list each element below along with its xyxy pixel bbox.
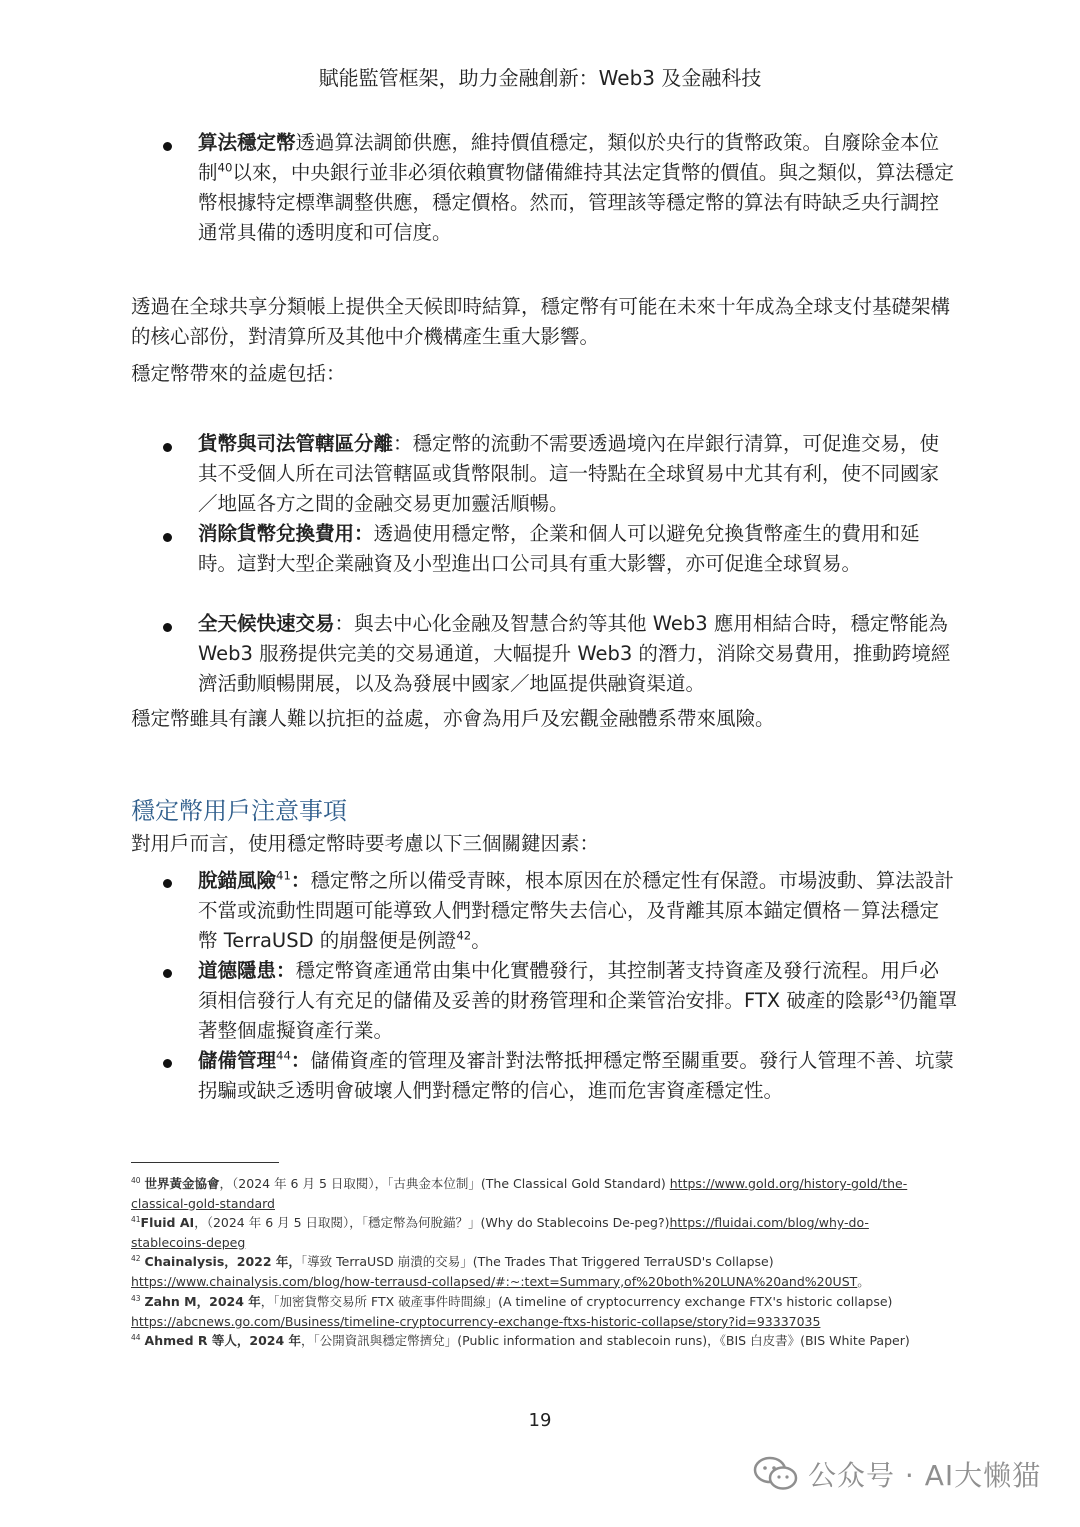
bullet-moral-hazard — [198, 956, 958, 1046]
footnote-41 — [131, 1213, 931, 1252]
bullet-dot — [163, 533, 172, 542]
footnote-number: 41 — [131, 1214, 141, 1224]
footnote-number: 43 — [131, 1293, 141, 1303]
bullet-term: 貨幣與司法管轄區分離 — [198, 432, 394, 455]
bullet-reserve-management — [198, 1046, 958, 1106]
footnote-text: ，（2024 年 6 月 5 日取閱），「古典金本位制」(The Classical Gold Standard) — [219, 1176, 670, 1191]
paragraph-risks: 穩定幣雖具有讓人難以抗拒的益處，亦會為用戶及宏觀金融體系帶來風險。 — [131, 707, 775, 730]
footnote-divider — [131, 1162, 279, 1163]
bullet-fast-transactions — [198, 609, 958, 699]
footnote-ref[interactable]: 43 — [883, 988, 899, 1003]
bullet-dot — [163, 879, 172, 888]
bullet-text: ：穩定幣的流動不需要透過境內在岸銀行清算，可促進交易，使其不受個人所在司法管轄區或貨幣限制。這一特點在全球貿易中尤其有利，使不同國家／地區各方之間的金融交易更加靈活順暢。 — [198, 432, 940, 515]
footnote-author: Fluid AI — [140, 1215, 195, 1230]
bullet-text: 透過使用穩定幣，企業和個人可以避免兌換貨幣產生的費用和延時。這對大型企業融資及小型進出口公司具有重大影響，亦可促進全球貿易。 — [198, 522, 920, 575]
footnote-44 — [131, 1331, 931, 1351]
footnote-text: ，（2024 年 6 月 5 日取閱），「穩定幣為何脫錨？」(Why do Stablecoins De-peg?) — [194, 1215, 670, 1230]
bullet-text: 儲備資產的管理及審計對法幣抵押穩定幣至關重要。發行人管理不善、坑蒙拐騙或缺乏透明會破壞人們對穩定幣的信心，進而危害資產穩定性。 — [198, 1049, 954, 1102]
page-header: 賦能監管框架，助力金融創新：Web3 及金融科技 — [318, 66, 762, 90]
bullet-term: 儲備管理 — [198, 1049, 277, 1072]
footnote-42 — [131, 1252, 931, 1291]
bullet-term: 算法穩定幣 — [198, 131, 296, 154]
footnote-text: ，「加密貨幣交易所 FTX 破產事件時間線」(A timeline of cryptocurrency exchange FTX's historic collapse) — [260, 1294, 893, 1309]
page-number: 19 — [528, 1410, 552, 1431]
footnote-ref[interactable]: 44 — [276, 1048, 291, 1063]
footnote-link[interactable]: https://www.chainalysis.com/blog/how-terrausd-collapsed/#:~:text=Summary,of%20both%20LUNA%20and%20UST — [131, 1273, 858, 1289]
paragraph-benefits-intro: 穩定幣帶來的益處包括： — [131, 362, 346, 385]
footnote-number: 44 — [131, 1332, 141, 1342]
bullet-currency-separation — [198, 429, 958, 519]
footnote-text: 「導致 TerraUSD 崩潰的交易」(The Trades That Triggered TerraUSD's Collapse) — [300, 1254, 774, 1269]
footnote-link[interactable]: https://www.gold.org/history-gold/the-classical-gold-standard — [131, 1176, 908, 1211]
bullet-dot — [163, 142, 172, 151]
footnote-link[interactable]: https://abcnews.go.com/Business/timeline-cryptocurrency-exchange-ftxs-historic-collapse/story?id=93337035 — [131, 1313, 821, 1329]
bullet-dot — [163, 1059, 172, 1068]
bullet-term: 脫錨風險 — [198, 869, 277, 892]
watermark-text: 公众号 · AI大懒猫 — [808, 1459, 1042, 1492]
footnote-link[interactable]: https://fluidai.com/blog/why-do-stablecoins-depeg — [131, 1215, 869, 1250]
footnote-40 — [131, 1174, 931, 1213]
footnote-author: Chainalysis，2022 年， — [144, 1254, 301, 1269]
bullet-dot — [163, 969, 172, 978]
footnote-43 — [131, 1292, 931, 1331]
footnote-text: ，「公開資訊與穩定幣擠兌」(Public information and stablecoin runs)，《BIS 白皮書》(BIS White Paper) — [301, 1333, 910, 1348]
section-title: 穩定幣用戶注意事項 — [131, 797, 347, 825]
bullet-text: 。 — [471, 929, 491, 952]
bullet-text: 仍籠罩著整個虛擬資產行業。 — [198, 989, 958, 1042]
footnote-ref[interactable]: 41 — [276, 868, 291, 883]
footnote-ref[interactable]: 40 — [217, 160, 233, 175]
bullet-colon: ： — [290, 869, 311, 892]
bullet-term: 全天候快速交易 — [198, 612, 335, 635]
bullet-text: 穩定幣資產通常由集中化實體發行，其控制著支持資產及發行流程。用戶必須相信發行人有充足的儲備及妥善的財務管理和企業管治安排。FTX 破產的陰影 — [198, 959, 940, 1012]
bullet-dot — [163, 443, 172, 452]
bullet-text: 透過算法調節供應，維持價值穩定，類似於央行的貨幣政策。自廢除金本位制 — [198, 131, 940, 184]
bullet-term: 道德隱患： — [198, 959, 296, 982]
footnote-author: 世界黃金協會 — [144, 1176, 220, 1191]
footnote-text: 。 — [857, 1273, 870, 1289]
bullet-text: 以來，中央銀行並非必須依賴實物儲備維持其法定貨幣的價值。與之類似，算法穩定幣根據特定標準調整供應，穩定價格。然而，管理該等穩定幣的算法有時缺乏央行調控通常具備的透明度和可信度。 — [198, 161, 954, 244]
footnote-ref[interactable]: 42 — [456, 928, 472, 943]
bullet-algorithmic-stablecoin — [198, 128, 958, 248]
bullet-text: ：與去中心化金融及智慧合約等其他 Web3 應用相結合時，穩定幣能為 Web3 服務提供完美的交易通道，大幅提升 Web3 的潛力，消除交易費用，推動跨境經濟活動順暢開展，以及為發展中國家／地區提供融資渠道。 — [198, 612, 951, 695]
wechat-icon — [752, 1454, 800, 1494]
watermark — [752, 1444, 1041, 1504]
section-intro: 對用戶而言，使用穩定幣時要考慮以下三個關鍵因素： — [131, 832, 600, 855]
bullet-colon: ： — [290, 1049, 311, 1072]
bullet-depeg-risk — [198, 866, 958, 956]
bullet-exchange-fees — [198, 519, 958, 579]
bullet-dot — [163, 623, 172, 632]
paragraph-settlement: 透過在全球共享分類帳上提供全天候即時結算，穩定幣有可能在未來十年成為全球支付基礎架構的核心部份，對清算所及其他中介機構產生重大影響。 — [131, 295, 951, 348]
bullet-text: 穩定幣之所以備受青睞，根本原因在於穩定性有保證。市場波動、算法設計不當或流動性問題可能導致人們對穩定幣失去信心，及背離其原本錨定價格－算法穩定幣 TerraUSD 的崩盤便是例證 — [198, 869, 954, 952]
footnote-number: 40 — [131, 1175, 141, 1185]
footnote-author: Ahmed R 等人，2024 年 — [144, 1333, 302, 1348]
bullet-term: 消除貨幣兌換費用： — [198, 522, 374, 545]
footnote-author: Zahn M，2024 年 — [144, 1294, 261, 1309]
footnote-number: 42 — [131, 1253, 141, 1263]
